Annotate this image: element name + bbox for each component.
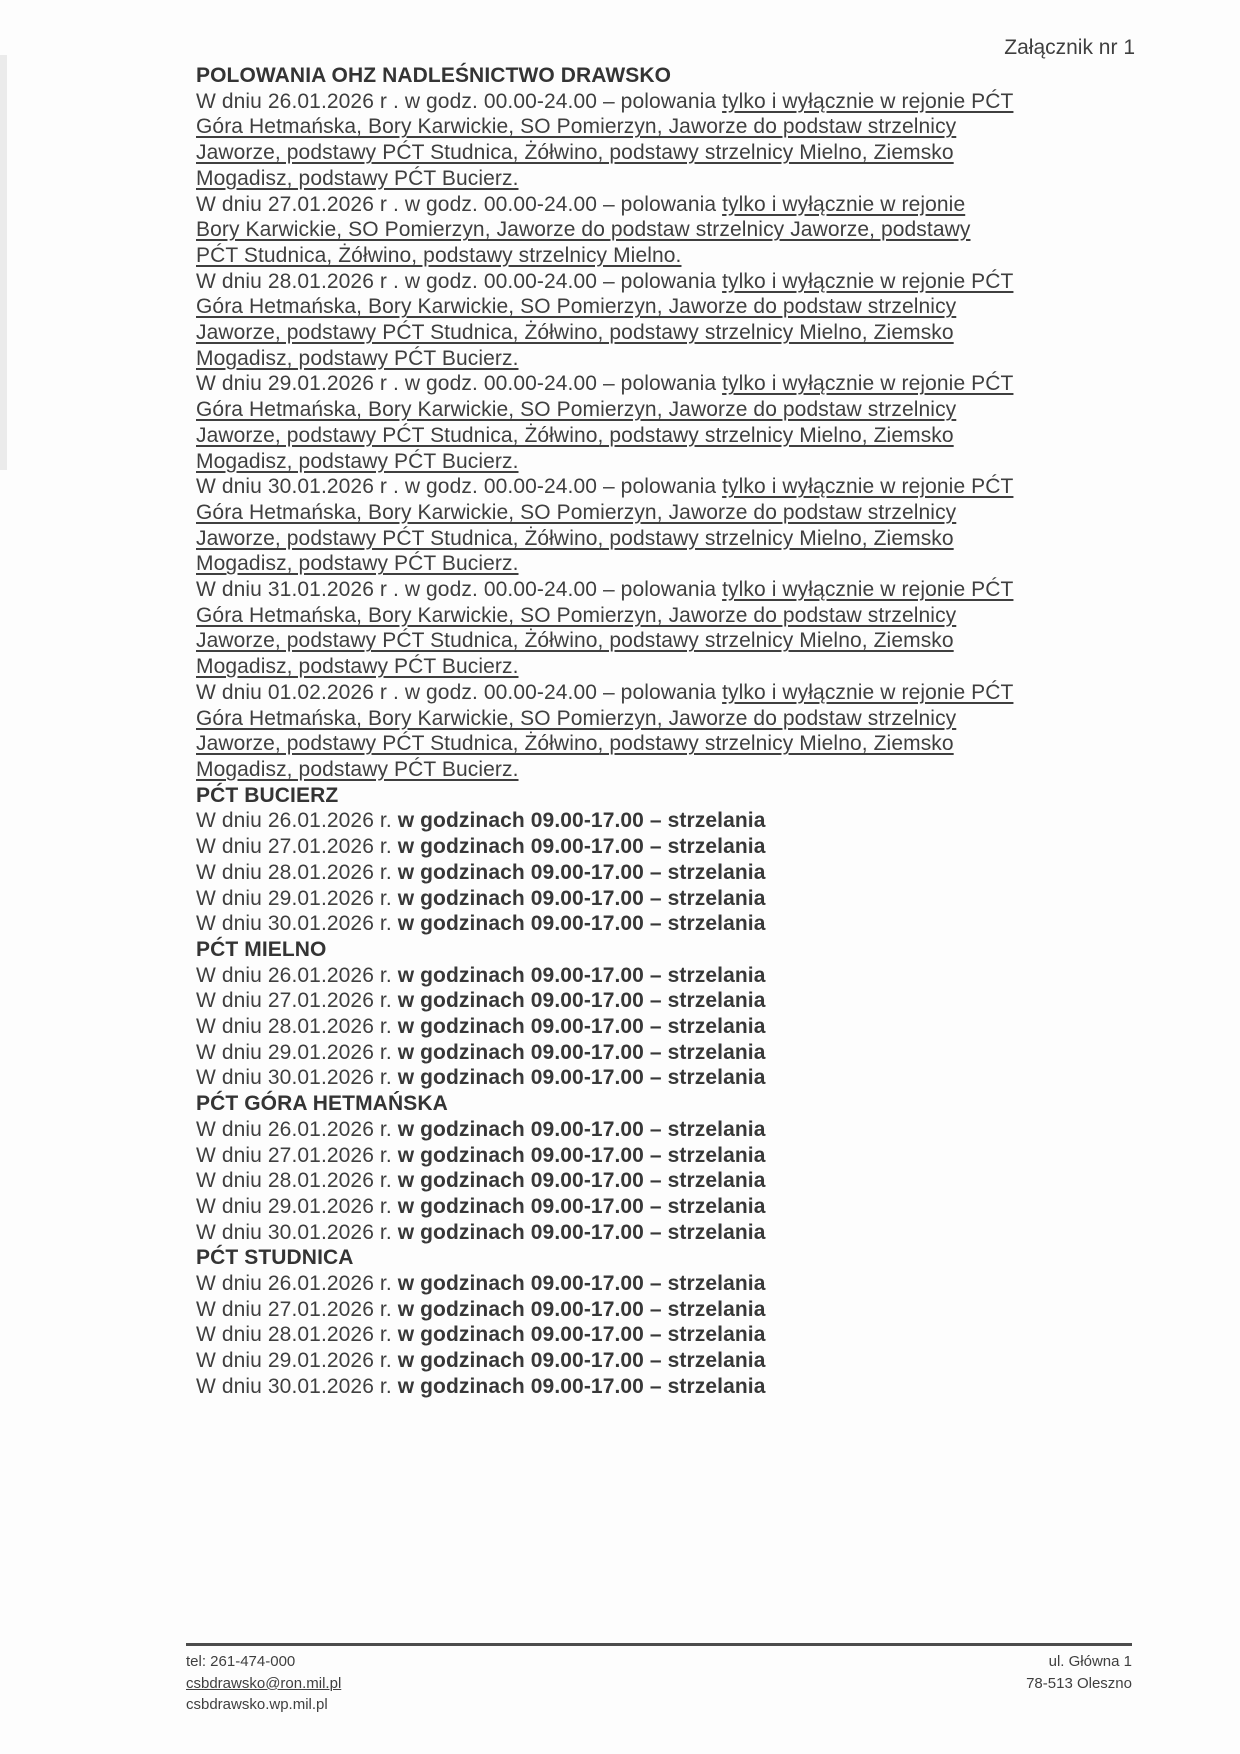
shooting-entry-time: w godzinach 09.00-17.00 – strzelania bbox=[397, 860, 766, 884]
shooting-entry-date: W dniu 29.01.2026 r. bbox=[196, 886, 398, 910]
section-heading-gora-hetmanska: PĆT GÓRA HETMAŃSKA bbox=[196, 1092, 448, 1116]
hunting-entry-01-02 bbox=[196, 680, 1014, 783]
document-title: POLOWANIA OHZ NADLEŚNICTWO DRAWSKO bbox=[196, 64, 672, 87]
shooting-entry bbox=[196, 1040, 1014, 1066]
shooting-entry bbox=[196, 808, 1014, 834]
shooting-entry-date: W dniu 28.01.2026 r. bbox=[196, 1323, 398, 1347]
shooting-entry bbox=[196, 1322, 1014, 1348]
footer-address-city: 78-513 Oleszno bbox=[1026, 1674, 1132, 1692]
shooting-entry bbox=[196, 1220, 1014, 1246]
shooting-entry-date: W dniu 29.01.2026 r. bbox=[196, 1349, 398, 1373]
shooting-entry-time: w godzinach 09.00-17.00 – strzelania bbox=[397, 1117, 766, 1141]
shooting-entry bbox=[196, 963, 1014, 989]
attachment-label: Załącznik nr 1 bbox=[1004, 36, 1135, 59]
shooting-entry-date: W dniu 28.01.2026 r. bbox=[196, 860, 398, 884]
shooting-entry bbox=[196, 911, 1014, 937]
shooting-entry-date: W dniu 26.01.2026 r. bbox=[196, 963, 398, 987]
scan-edge-artifact bbox=[0, 55, 7, 470]
shooting-entry-date: W dniu 29.01.2026 r. bbox=[196, 1194, 398, 1218]
shooting-entry-time: w godzinach 09.00-17.00 – strzelania bbox=[397, 1220, 766, 1244]
hunting-entry-31-01 bbox=[196, 577, 1014, 680]
hunting-entry-underlined: tylko i wyłącznie w rejonie PĆT Góra Hetmańska, Bory Karwickie, SO Pomierzyn, Jaworze do podstaw strzelnicy Jaworze, podstawy PĆT Studnica, Żółwino, podstawy strzelnicy Mielno, Ziemsko Mogadisz, podstawy PĆT Bucierz. bbox=[196, 578, 1014, 679]
footer-address-block bbox=[186, 1651, 1132, 1694]
shooting-entry bbox=[196, 1271, 1014, 1297]
shooting-entry-time: w godzinach 09.00-17.00 – strzelania bbox=[397, 1272, 766, 1296]
shooting-entry bbox=[196, 1374, 1014, 1400]
shooting-entry-date: W dniu 30.01.2026 r. bbox=[196, 1066, 398, 1090]
hunting-entry-underlined: tylko i wyłącznie w rejonie PĆT Góra Hetmańska, Bory Karwickie, SO Pomierzyn, Jaworze do podstaw strzelnicy Jaworze, podstawy PĆT Studnica, Żółwino, podstawy strzelnicy Mielno, Ziemsko Mogadisz, podstawy PĆT Bucierz. bbox=[196, 680, 1014, 781]
shooting-entry bbox=[196, 1143, 1014, 1169]
shooting-entry-date: W dniu 30.01.2026 r. bbox=[196, 1374, 398, 1398]
hunting-entry-plain: W dniu 01.02.2026 r . w godz. 00.00-24.00 – polowania bbox=[196, 680, 723, 704]
footer-email-link: csbdrawsko@ron.mil.pl bbox=[186, 1674, 342, 1692]
shooting-entry-time: w godzinach 09.00-17.00 – strzelania bbox=[397, 1169, 766, 1193]
hunting-entry-plain: W dniu 30.01.2026 r . w godz. 00.00-24.00 – polowania bbox=[196, 475, 723, 499]
footer-address-street: ul. Główna 1 bbox=[1048, 1653, 1132, 1670]
section-heading-bucierz: PĆT BUCIERZ bbox=[196, 783, 339, 807]
hunting-entry-30-01 bbox=[196, 474, 1014, 577]
hunting-entry-underlined: tylko i wyłącznie w rejonie PĆT Góra Hetmańska, Bory Karwickie, SO Pomierzyn, Jaworze do podstaw strzelnicy Jaworze, podstawy PĆT Studnica, Żółwino, podstawy strzelnicy Mielno, Ziemsko Mogadisz, podstawy PĆT Bucierz. bbox=[196, 372, 1014, 473]
hunting-entry-27-01 bbox=[196, 192, 1014, 269]
shooting-entry-time: w godzinach 09.00-17.00 – strzelania bbox=[397, 989, 766, 1013]
hunting-entry-28-01 bbox=[196, 269, 1014, 372]
shooting-entry bbox=[196, 834, 1014, 860]
shooting-entry bbox=[196, 1348, 1014, 1374]
shooting-entry-date: W dniu 27.01.2026 r. bbox=[196, 989, 398, 1013]
hunting-entry-plain: W dniu 27.01.2026 r . w godz. 00.00-24.00 – polowania bbox=[196, 192, 723, 216]
footer-phone: tel: 261-474-000 bbox=[186, 1653, 296, 1670]
shooting-entry-date: W dniu 29.01.2026 r. bbox=[196, 1040, 398, 1064]
shooting-entry-date: W dniu 28.01.2026 r. bbox=[196, 1015, 398, 1039]
shooting-entry bbox=[196, 1117, 1014, 1143]
shooting-entry-time: w godzinach 09.00-17.00 – strzelania bbox=[397, 1374, 766, 1398]
shooting-entry bbox=[196, 1194, 1014, 1220]
shooting-entry-date: W dniu 27.01.2026 r. bbox=[196, 1297, 398, 1321]
document-body bbox=[196, 63, 1014, 1400]
shooting-entry-date: W dniu 30.01.2026 r. bbox=[196, 1220, 398, 1244]
shooting-entry-time: w godzinach 09.00-17.00 – strzelania bbox=[397, 1015, 766, 1039]
shooting-entry-time: w godzinach 09.00-17.00 – strzelania bbox=[397, 1323, 766, 1347]
hunting-entry-underlined: tylko i wyłącznie w rejonie PĆT Góra Hetmańska, Bory Karwickie, SO Pomierzyn, Jaworze do podstaw strzelnicy Jaworze, podstawy PĆT Studnica, Żółwino, podstawy strzelnicy Mielno, Ziemsko Mogadisz, podstawy PĆT Bucierz. bbox=[196, 269, 1014, 370]
hunting-entry-underlined: tylko i wyłącznie w rejonie Bory Karwickie, SO Pomierzyn, Jaworze do podstaw strzelnicy Jaworze, podstawy PĆT Studnica, Żółwino, podstawy strzelnicy Mielno. bbox=[196, 192, 971, 267]
shooting-entry-time: w godzinach 09.00-17.00 – strzelania bbox=[397, 1143, 766, 1167]
hunting-entry-26-01 bbox=[196, 89, 1014, 192]
hunting-entry-29-01 bbox=[196, 371, 1014, 474]
shooting-entry-date: W dniu 26.01.2026 r. bbox=[196, 1272, 398, 1296]
shooting-entry bbox=[196, 1065, 1014, 1091]
hunting-entry-plain: W dniu 26.01.2026 r . w godz. 00.00-24.00 – polowania bbox=[196, 89, 723, 113]
hunting-entry-plain: W dniu 29.01.2026 r . w godz. 00.00-24.00 – polowania bbox=[196, 372, 723, 396]
shooting-entry-date: W dniu 30.01.2026 r. bbox=[196, 912, 398, 936]
shooting-entry-time: w godzinach 09.00-17.00 – strzelania bbox=[397, 1066, 766, 1090]
shooting-entry-time: w godzinach 09.00-17.00 – strzelania bbox=[397, 912, 766, 936]
shooting-entry-date: W dniu 27.01.2026 r. bbox=[196, 835, 398, 859]
hunting-entry-underlined: tylko i wyłącznie w rejonie PĆT Góra Hetmańska, Bory Karwickie, SO Pomierzyn, Jaworze do podstaw strzelnicy Jaworze, podstawy PĆT Studnica, Żółwino, podstawy strzelnicy Mielno, Ziemsko Mogadisz, podstawy PĆT Bucierz. bbox=[196, 89, 1014, 190]
shooting-entry-time: w godzinach 09.00-17.00 – strzelania bbox=[397, 835, 766, 859]
shooting-entry bbox=[196, 1297, 1014, 1323]
shooting-entry-date: W dniu 28.01.2026 r. bbox=[196, 1169, 398, 1193]
shooting-entry-date: W dniu 26.01.2026 r. bbox=[196, 809, 398, 833]
shooting-entry-time: w godzinach 09.00-17.00 – strzelania bbox=[397, 1349, 766, 1373]
hunting-entry-plain: W dniu 28.01.2026 r . w godz. 00.00-24.00 – polowania bbox=[196, 269, 723, 293]
section-heading-studnica: PĆT STUDNICA bbox=[196, 1246, 354, 1270]
shooting-entry bbox=[196, 886, 1014, 912]
shooting-entry-time: w godzinach 09.00-17.00 – strzelania bbox=[397, 1297, 766, 1321]
shooting-entry-date: W dniu 26.01.2026 r. bbox=[196, 1117, 398, 1141]
hunting-entry-plain: W dniu 31.01.2026 r . w godz. 00.00-24.00 – polowania bbox=[196, 578, 723, 602]
footer-website: csbdrawsko.wp.mil.pl bbox=[186, 1696, 328, 1713]
shooting-entry-time: w godzinach 09.00-17.00 – strzelania bbox=[397, 886, 766, 910]
shooting-entry bbox=[196, 1014, 1014, 1040]
footer-divider bbox=[186, 1643, 1132, 1646]
shooting-entry bbox=[196, 860, 1014, 886]
shooting-entry-date: W dniu 27.01.2026 r. bbox=[196, 1143, 398, 1167]
hunting-entry-underlined: tylko i wyłącznie w rejonie PĆT Góra Hetmańska, Bory Karwickie, SO Pomierzyn, Jaworze do podstaw strzelnicy Jaworze, podstawy PĆT Studnica, Żółwino, podstawy strzelnicy Mielno, Ziemsko Mogadisz, podstawy PĆT Bucierz. bbox=[196, 475, 1014, 576]
section-heading-mielno: PĆT MIELNO bbox=[196, 937, 327, 961]
shooting-entry-time: w godzinach 09.00-17.00 – strzelania bbox=[397, 809, 766, 833]
shooting-entry-time: w godzinach 09.00-17.00 – strzelania bbox=[397, 963, 766, 987]
shooting-entry-time: w godzinach 09.00-17.00 – strzelania bbox=[397, 1040, 766, 1064]
shooting-entry-time: w godzinach 09.00-17.00 – strzelania bbox=[397, 1194, 766, 1218]
shooting-entry bbox=[196, 988, 1014, 1014]
shooting-entry bbox=[196, 1168, 1014, 1194]
